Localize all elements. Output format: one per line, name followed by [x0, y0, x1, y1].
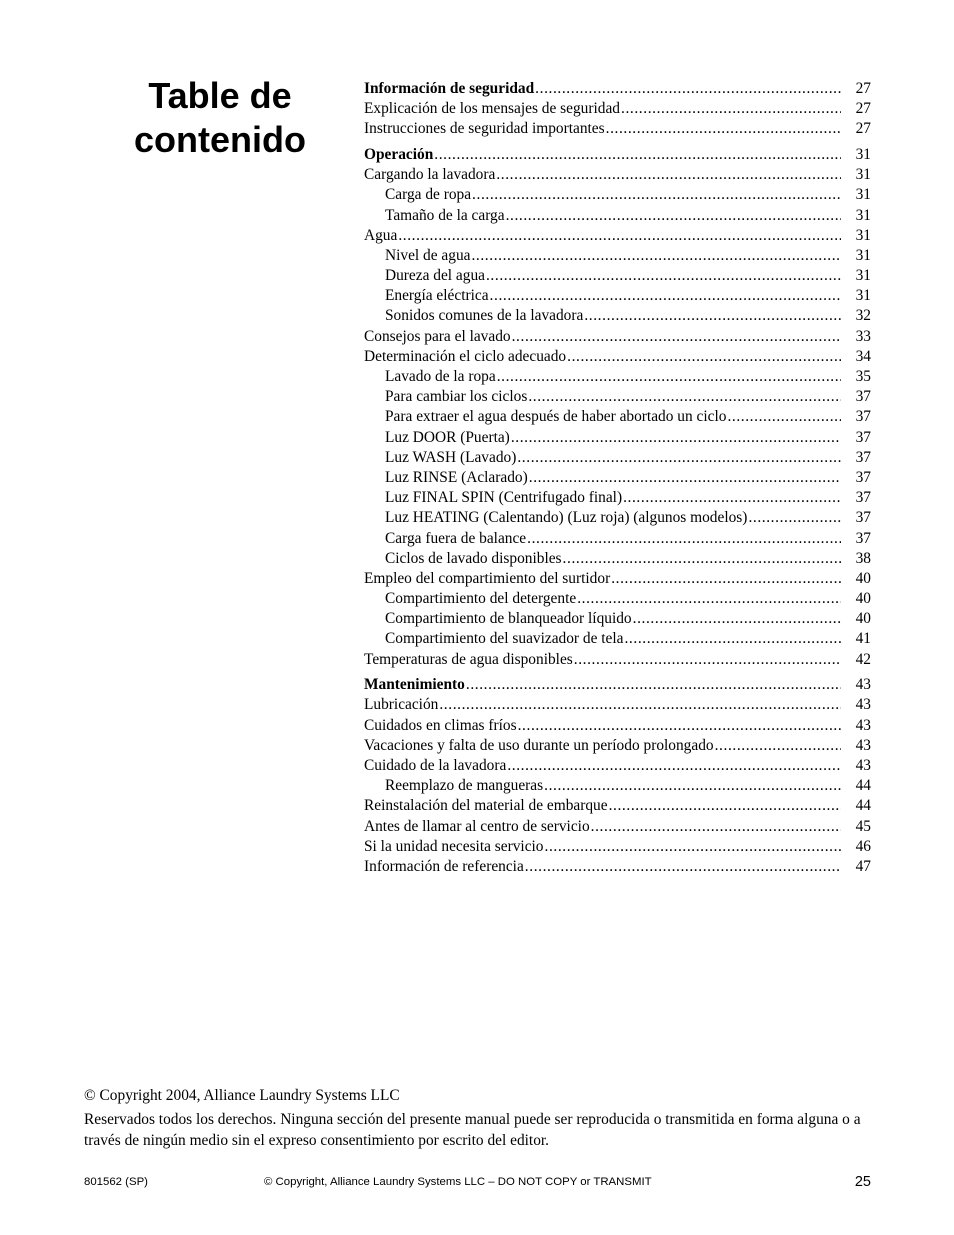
toc-entry-page: 32: [855, 307, 871, 325]
toc-entry: [364, 185, 871, 205]
copyright-block: [84, 1085, 874, 1151]
toc-entry: [364, 716, 871, 736]
toc-entry-page: 31: [855, 246, 871, 264]
toc-entry-page: 31: [855, 206, 871, 224]
toc-dot-leader: [506, 206, 841, 226]
toc-dot-leader: [623, 488, 841, 508]
page-title-line-1: Table de: [148, 75, 292, 116]
toc-entry-label: Ciclos de lavado disponibles: [385, 549, 562, 567]
toc-entry-page: 43: [855, 696, 871, 714]
toc-entry: [364, 488, 871, 508]
toc-entry-label: Vacaciones y falta de uso durante un período prolongado: [364, 736, 714, 754]
toc-dot-leader: [529, 468, 841, 488]
toc-dot-leader: [472, 185, 841, 205]
toc-dot-leader: [434, 145, 841, 165]
toc-entry-label: Cuidados en climas fríos: [364, 716, 517, 734]
toc-entry-page: 33: [855, 327, 871, 345]
toc-entry-page: 44: [855, 797, 871, 815]
toc-entry-page: 31: [855, 145, 871, 163]
document-number: 801562 (SP): [84, 1176, 148, 1188]
toc-entry-label: Consejos para el lavado: [364, 327, 511, 345]
toc-entry-page: 37: [855, 468, 871, 486]
toc-entry: [364, 165, 871, 185]
toc-entry: [364, 119, 871, 139]
toc-entry-label: Carga de ropa: [385, 186, 472, 204]
toc-entry-page: 43: [855, 716, 871, 734]
toc-entry-page: 40: [855, 590, 871, 608]
toc-entry-label: Compartimiento de blanqueador líquido: [385, 610, 632, 628]
toc-dot-leader: [507, 756, 841, 776]
toc-entry-label: Luz FINAL SPIN (Centrifugado final): [385, 489, 623, 507]
toc-dot-leader: [525, 857, 841, 877]
toc-entry-page: 46: [855, 837, 871, 855]
toc-dot-leader: [527, 529, 841, 549]
toc-entry: [364, 99, 871, 119]
toc-dot-leader: [528, 387, 841, 407]
toc-dot-leader: [621, 99, 841, 119]
toc-entry-label: Explicación de los mensajes de seguridad: [364, 100, 621, 118]
toc-entry-label: Dureza del agua: [385, 267, 485, 285]
toc-entry: [364, 857, 871, 877]
toc-entry: [364, 776, 871, 796]
toc-entry-label: Determinación el ciclo adecuado: [364, 347, 567, 365]
toc-dot-leader: [611, 569, 841, 589]
toc-entry-page: 43: [855, 736, 871, 754]
toc-dot-leader: [535, 79, 841, 99]
toc-section-heading: [364, 79, 871, 99]
toc-entry: [364, 226, 871, 246]
toc-dot-leader: [545, 837, 841, 857]
toc-entry: [364, 266, 871, 286]
toc-entry: [364, 508, 871, 528]
toc-entry: [364, 246, 871, 266]
toc-entry-label: Luz WASH (Lavado): [385, 448, 517, 466]
toc-entry-label: Mantenimiento: [364, 676, 465, 694]
toc-dot-leader: [439, 695, 841, 715]
toc-dot-leader: [496, 165, 841, 185]
toc-dot-leader: [624, 629, 841, 649]
page-footer: [84, 1174, 871, 1194]
toc-dot-leader: [563, 549, 841, 569]
toc-entry: [364, 650, 871, 670]
toc-entry-page: 47: [855, 857, 871, 875]
toc-entry: [364, 736, 871, 756]
toc-entry-label: Temperaturas de agua disponibles: [364, 650, 573, 668]
toc-entry: [364, 387, 871, 407]
toc-dot-leader: [466, 675, 841, 695]
toc-entry-page: 45: [855, 817, 871, 835]
toc-entry: [364, 837, 871, 857]
toc-entry-label: Empleo del compartimiento del surtidor: [364, 569, 611, 587]
toc-entry-page: 37: [855, 529, 871, 547]
toc-section-heading: [364, 145, 871, 165]
toc-entry-page: 37: [855, 408, 871, 426]
toc-entry-label: Tamaño de la carga: [385, 206, 505, 224]
toc-dot-leader: [398, 226, 841, 246]
toc-entry-label: Cuidado de la lavadora: [364, 756, 507, 774]
toc-entry-label: Energía eléctrica: [385, 287, 489, 305]
toc-dot-leader: [490, 286, 841, 306]
toc-entry-page: 31: [855, 186, 871, 204]
toc-entry-page: 40: [855, 569, 871, 587]
toc-entry-page: 37: [855, 509, 871, 527]
toc-entry-page: 37: [855, 489, 871, 507]
toc-entry-page: 43: [855, 676, 871, 694]
toc-entry-label: Lavado de la ropa: [385, 368, 496, 386]
toc-entry-label: Reinstalación del material de embarque: [364, 797, 608, 815]
toc-entry-label: Compartimiento del detergente: [385, 590, 577, 608]
toc-entry-page: 31: [855, 166, 871, 184]
toc-dot-leader: [517, 448, 841, 468]
toc-dot-leader: [544, 776, 841, 796]
toc-entry-page: 31: [855, 287, 871, 305]
toc-dot-leader: [567, 347, 841, 367]
toc-entry: [364, 589, 871, 609]
toc-entry-page: 37: [855, 448, 871, 466]
toc-entry-page: 31: [855, 226, 871, 244]
toc-entry-page: 35: [855, 368, 871, 386]
toc-entry-page: 27: [855, 100, 871, 118]
toc-entry-page: 42: [855, 650, 871, 668]
toc-entry-label: Información de referencia: [364, 857, 524, 875]
toc-dot-leader: [497, 367, 841, 387]
page-title: [110, 74, 330, 162]
toc-dot-leader: [633, 609, 841, 629]
toc-entry-label: Para extraer el agua después de haber abortado un ciclo: [385, 408, 727, 426]
toc-entry: [364, 629, 871, 649]
toc-entry-page: 31: [855, 267, 871, 285]
toc-entry-label: Para cambiar los ciclos: [385, 388, 528, 406]
toc-entry-label: Luz HEATING (Calentando) (Luz roja) (algunos modelos): [385, 509, 748, 527]
toc-entry: [364, 817, 871, 837]
page-number: 25: [854, 1174, 871, 1190]
toc-entry-label: Agua: [364, 226, 398, 244]
toc-dot-leader: [606, 119, 841, 139]
toc-entry-page: 34: [855, 347, 871, 365]
toc-entry-label: Operación: [364, 145, 434, 163]
toc-entry: [364, 529, 871, 549]
toc-entry: [364, 796, 871, 816]
toc-entry-page: 41: [855, 630, 871, 648]
toc-entry: [364, 569, 871, 589]
toc-entry-page: 27: [855, 80, 871, 97]
toc-entry-label: Reemplazo de mangueras: [385, 777, 544, 795]
rights-statement: Reservados todos los derechos. Ninguna sección del presente manual puede ser reproducida o transmitida en forma alguna o a través de ningún medio sin el expreso consentimiento por escrito del editor.: [84, 1111, 861, 1149]
toc-dot-leader: [471, 246, 841, 266]
toc-entry-label: Cargando la lavadora: [364, 166, 496, 184]
table-of-contents: [364, 79, 871, 877]
toc-entry: [364, 206, 871, 226]
toc-entry: [364, 347, 871, 367]
toc-dot-leader: [591, 817, 841, 837]
toc-entry-label: Información de seguridad: [364, 80, 535, 97]
toc-dot-leader: [518, 716, 841, 736]
page-title-line-2: contenido: [134, 119, 306, 160]
toc-entry-label: Compartimiento del suavizador de tela: [385, 630, 624, 648]
toc-dot-leader: [609, 796, 841, 816]
toc-entry-label: Instrucciones de seguridad importantes: [364, 120, 605, 138]
toc-dot-leader: [486, 266, 841, 286]
footer-copyright-notice: © Copyright, Alliance Laundry Systems LLC – DO NOT COPY or TRANSMIT: [264, 1176, 652, 1188]
toc-entry: [364, 306, 871, 326]
toc-entry: [364, 428, 871, 448]
toc-entry: [364, 695, 871, 715]
toc-dot-leader: [512, 327, 841, 347]
toc-entry-page: 44: [855, 777, 871, 795]
toc-entry: [364, 407, 871, 427]
toc-section-heading: [364, 675, 871, 695]
toc-entry: [364, 448, 871, 468]
toc-entry: [364, 549, 871, 569]
toc-entry-label: Antes de llamar al centro de servicio: [364, 817, 590, 835]
toc-entry-label: Sonidos comunes de la lavadora: [385, 307, 584, 325]
toc-entry-label: Si la unidad necesita servicio: [364, 837, 544, 855]
toc-entry-label: Luz RINSE (Aclarado): [385, 468, 528, 486]
toc-entry-label: Luz DOOR (Puerta): [385, 428, 510, 446]
toc-dot-leader: [715, 736, 841, 756]
toc-dot-leader: [727, 407, 841, 427]
toc-dot-leader: [511, 428, 841, 448]
toc-entry-label: Lubricación: [364, 696, 439, 714]
toc-entry-label: Carga fuera de balance: [385, 529, 527, 547]
toc-entry-page: 40: [855, 610, 871, 628]
copyright-line: © Copyright 2004, Alliance Laundry Systems LLC: [84, 1087, 400, 1104]
toc-dot-leader: [584, 306, 841, 326]
toc-entry-page: 27: [855, 120, 871, 138]
toc-entry-page: 37: [855, 388, 871, 406]
toc-dot-leader: [574, 650, 841, 670]
toc-entry-page: 38: [855, 549, 871, 567]
toc-entry: [364, 367, 871, 387]
toc-entry-label: Nivel de agua: [385, 246, 471, 264]
toc-entry: [364, 468, 871, 488]
toc-entry: [364, 286, 871, 306]
toc-entry: [364, 609, 871, 629]
toc-entry-page: 43: [855, 756, 871, 774]
toc-entry: [364, 327, 871, 347]
toc-entry-page: 37: [855, 428, 871, 446]
toc-dot-leader: [577, 589, 841, 609]
toc-entry: [364, 756, 871, 776]
toc-dot-leader: [748, 508, 841, 528]
